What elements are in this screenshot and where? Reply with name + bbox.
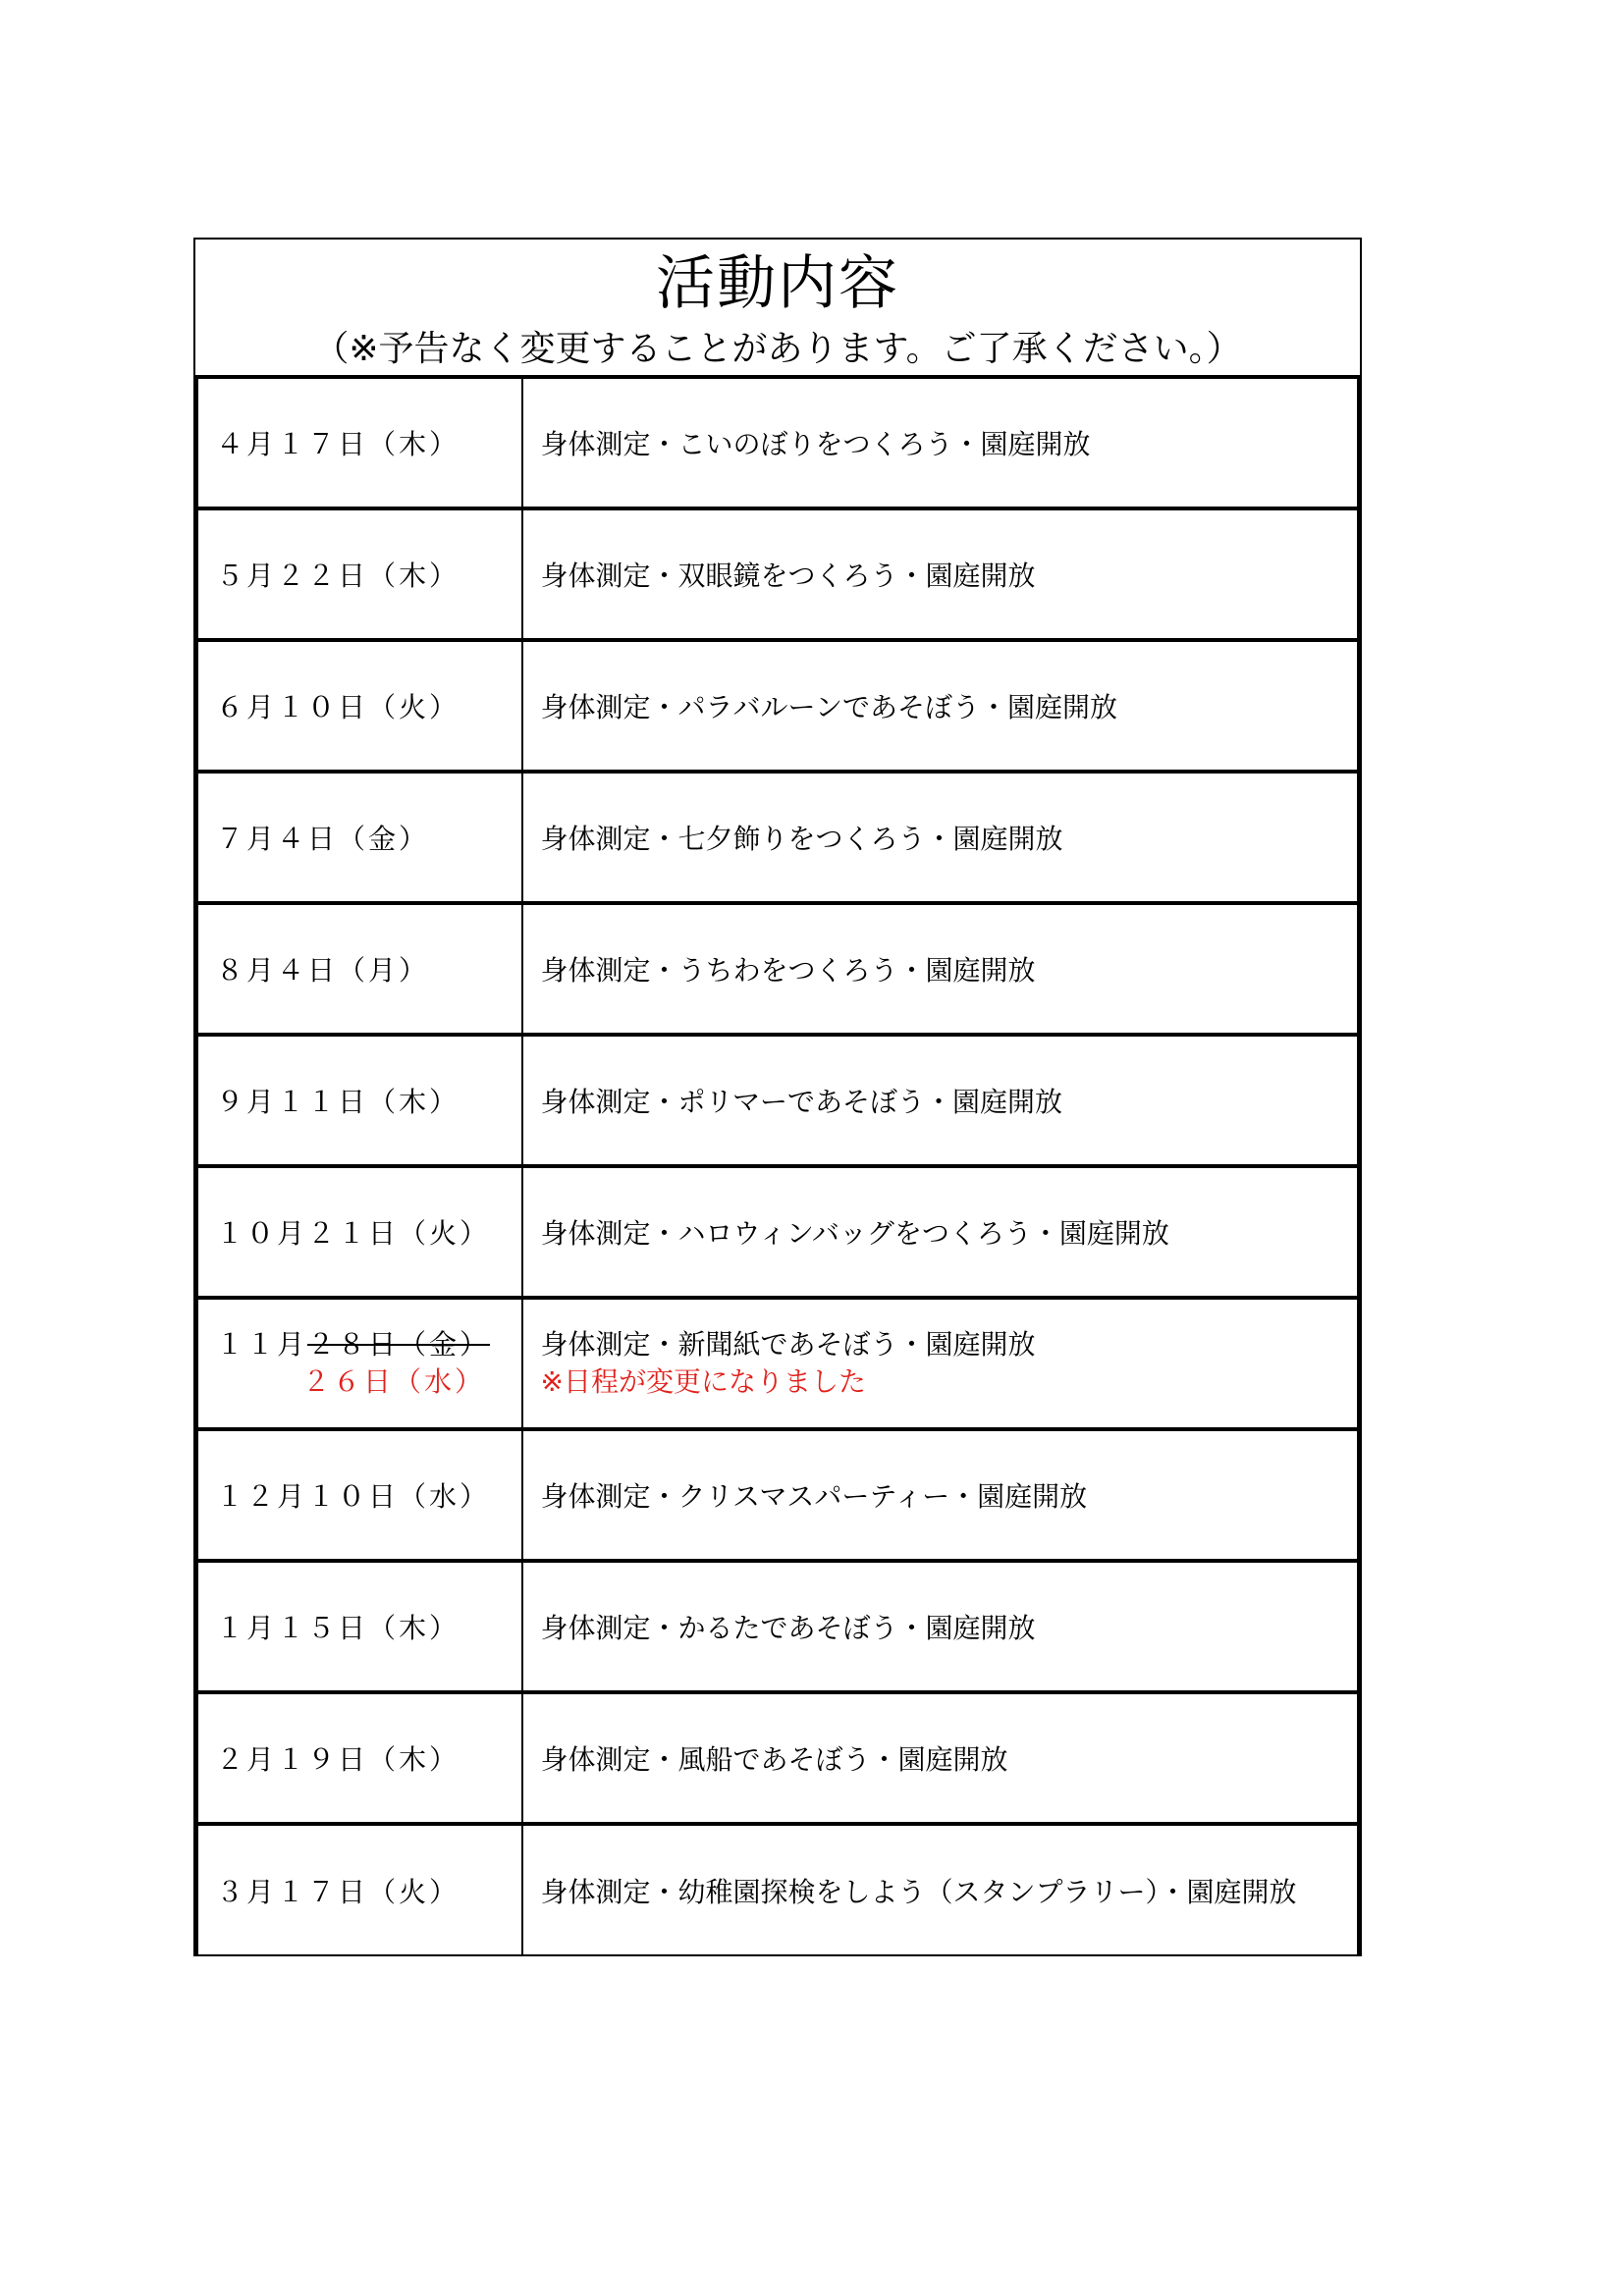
table-row-changed <box>196 1298 1360 1429</box>
table-row <box>196 1692 1360 1824</box>
table-row <box>196 377 1360 508</box>
row-date: ９月１１日（木） <box>196 1035 522 1166</box>
row-date: ２月１９日（木） <box>196 1692 522 1824</box>
date-line-original <box>216 1326 521 1363</box>
row-activity: 身体測定・こいのぼりをつくろう・園庭開放 <box>522 377 1360 508</box>
row-date: ７月４日（金） <box>196 772 522 903</box>
row-activity: 身体測定・かるたであそぼう・園庭開放 <box>522 1561 1360 1692</box>
row-activity: 身体測定・新聞紙であそぼう・園庭開放 <box>540 1328 1036 1361</box>
row-date: １２月１０日（水） <box>196 1429 522 1561</box>
table-row <box>196 1824 1360 1955</box>
date-new: ２６日（水） <box>302 1365 486 1398</box>
table-row <box>196 640 1360 772</box>
row-activity: 身体測定・風船であそぼう・園庭開放 <box>522 1692 1360 1824</box>
page-title: 活動内容 <box>656 249 899 318</box>
table-row <box>196 1561 1360 1692</box>
table-row <box>196 1429 1360 1561</box>
row-date: ３月１７日（火） <box>196 1824 522 1955</box>
row-activity: 身体測定・幼稚園探検をしよう（スタンプラリー）・園庭開放 <box>522 1824 1360 1955</box>
row-date: １月１５日（木） <box>196 1561 522 1692</box>
row-activity: 身体測定・クリスマスパーティー・園庭開放 <box>522 1429 1360 1561</box>
table-row <box>196 1035 1360 1166</box>
schedule-header <box>193 238 1362 375</box>
row-activity: 身体測定・双眼鏡をつくろう・園庭開放 <box>522 508 1360 640</box>
date-old-struck: ２８日（金） <box>307 1328 491 1361</box>
schedule-table <box>193 375 1362 1956</box>
row-date: ６月１０日（火） <box>196 640 522 772</box>
row-date: ５月２２日（木） <box>196 508 522 640</box>
row-activity: 身体測定・パラバルーンであそぼう・園庭開放 <box>522 640 1360 772</box>
row-date: ４月１７日（木） <box>196 377 522 508</box>
schedule-sheet <box>193 238 1362 1956</box>
row-date: １０月２１日（火） <box>196 1166 522 1298</box>
row-activity: 身体測定・七夕飾りをつくろう・園庭開放 <box>522 772 1360 903</box>
row-activity: 身体測定・ポリマーであそぼう・園庭開放 <box>522 1035 1360 1166</box>
row-activity: 身体測定・うちわをつくろう・園庭開放 <box>522 903 1360 1035</box>
row-activity: 身体測定・ハロウィンバッグをつくろう・園庭開放 <box>522 1166 1360 1298</box>
change-note: ※日程が変更になりました <box>540 1365 866 1398</box>
table-row <box>196 903 1360 1035</box>
table-row <box>196 772 1360 903</box>
date-month: １１月 <box>216 1328 308 1361</box>
row-date: ８月４日（月） <box>196 903 522 1035</box>
row-date-changed <box>196 1298 522 1429</box>
row-activity-changed <box>522 1298 1360 1429</box>
table-row <box>196 508 1360 640</box>
page-subtitle: （※予告なく変更することがあります。ご了承ください。） <box>313 329 1242 369</box>
table-row <box>196 1166 1360 1298</box>
